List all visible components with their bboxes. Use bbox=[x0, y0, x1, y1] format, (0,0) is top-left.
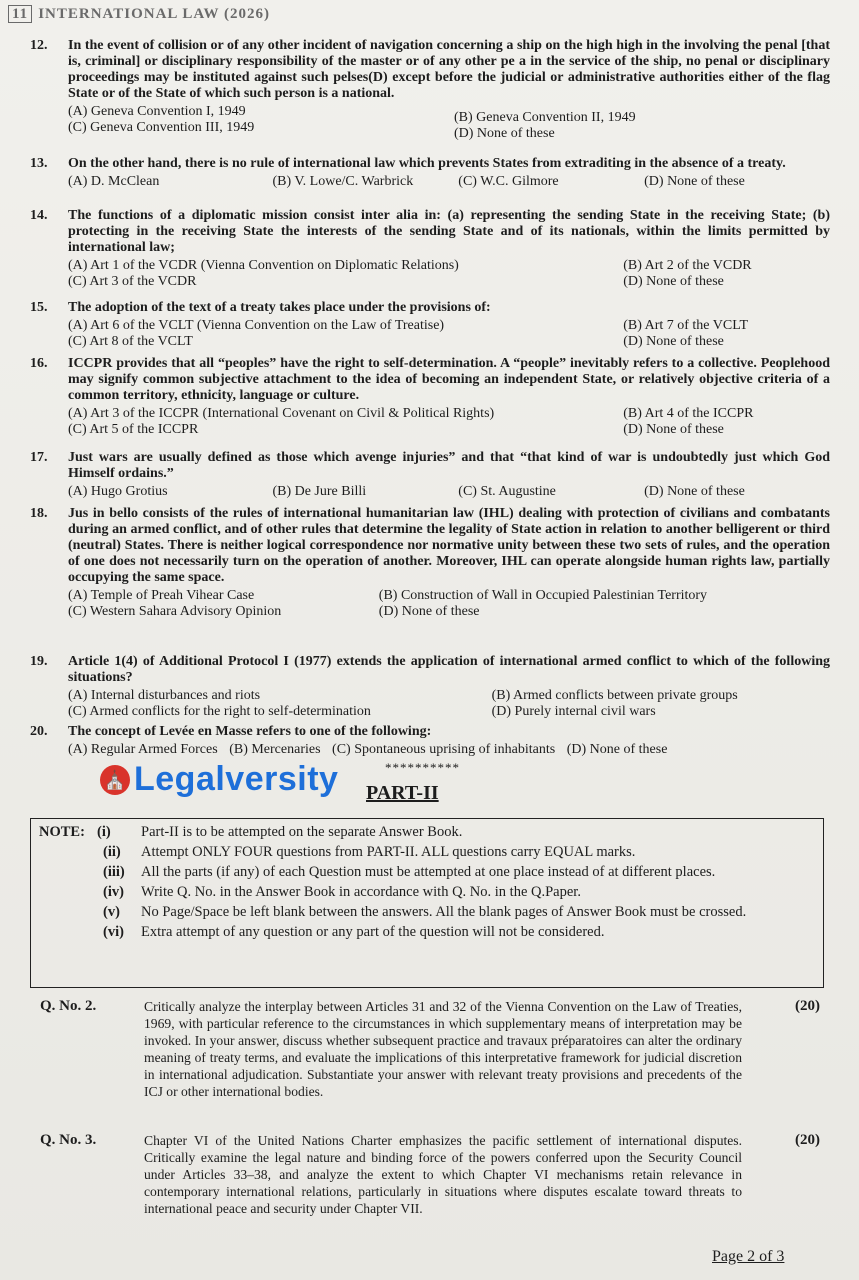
long-question-2 bbox=[40, 998, 820, 1100]
note-text: Write Q. No. in the Answer Book in accordance with Q. No. in the Q.Paper. bbox=[141, 884, 581, 900]
option-d: (D) None of these bbox=[623, 422, 724, 437]
bank-icon: ⛪ bbox=[100, 765, 130, 795]
option-a: (A) Hugo Grotius bbox=[68, 484, 168, 499]
option-b: (B) Art 4 of the ICCPR bbox=[623, 406, 754, 421]
option-c: (C) St. Augustine bbox=[458, 484, 556, 499]
mcq-18 bbox=[30, 506, 830, 620]
option-b: (B) Construction of Wall in Occupied Palestinian Territory bbox=[378, 588, 708, 603]
question-stem: The functions of a diplomatic mission consist inter alia in: (a) representing the sending State in the receiving State; (b) protecting in the receiving State the interests of the sending State and of its nationals, within the limits permitted by international law; bbox=[68, 208, 830, 255]
option-a: (A) Internal disturbances and riots bbox=[68, 688, 261, 703]
logo-text: Legalversity bbox=[134, 760, 339, 798]
mcq-16 bbox=[30, 356, 830, 438]
option-d: (D) None of these bbox=[566, 742, 668, 757]
option-a: (A) Art 3 of the ICCPR (International Covenant on Civil & Political Rights) bbox=[68, 406, 495, 421]
question-stem: Jus in bello consists of the rules of international humanitarian law (IHL) dealing with protection of civilians and combatants during an armed conflict, and of other rules that determine the legality of State action in relation to another belligerent or third (neutral) States. There is neither logical correspondence nor normative unity between these two sets of rules, and the operation of one does not necessarily turn on the operation of another. Moreover, IHL can operate alongside human rights law, partially occupying the same space. bbox=[68, 506, 830, 585]
option-b: (B) De Jure Billi bbox=[272, 484, 367, 499]
question-number: 14. bbox=[30, 208, 48, 223]
note-number: (i) bbox=[97, 824, 111, 840]
note-number: (iv) bbox=[103, 884, 124, 900]
note-number: (vi) bbox=[103, 924, 124, 940]
question-stem: Just wars are usually defined as those which avenge injuries” and that “that kind of war is undoubtedly just which God Himself ordains.” bbox=[68, 450, 830, 481]
note-number: (ii) bbox=[103, 844, 121, 860]
option-b: (B) Mercenaries bbox=[229, 742, 321, 757]
note-number: (v) bbox=[103, 904, 120, 920]
question-stem: On the other hand, there is no rule of international law which prevents States from extraditing in the absence of a treaty. bbox=[68, 156, 786, 171]
question-number: Q. No. 2. bbox=[40, 998, 97, 1014]
legalversity-logo bbox=[100, 760, 338, 799]
option-a: (A) Art 1 of the VCDR (Vienna Convention on Diplomatic Relations) bbox=[68, 258, 459, 273]
option-c: (C) Geneva Convention III, 1949 bbox=[68, 120, 255, 135]
exam-title: INTERNATIONAL LAW (2026) bbox=[38, 6, 270, 22]
question-stem: ICCPR provides that all “peoples” have the right to self-determination. A “people” inevitably refers to a collective. Peoplehood may signify common subjective attachment to the idea of becoming an independent State, or relatively objective criteria of a common territory, ethnicity, language or culture. bbox=[68, 356, 830, 403]
question-text: Critically analyze the interplay between Articles 31 and 32 of the Vienna Convention on the Law of Treaties, 1969, with particular reference to the circumstances in which supplementary means of interpretation may be invoked. In your answer, discuss whether subsequent practice and travaux préparatoires can alter the ordinary meaning of treaty terms, and evaluate the implications of this interpretative framework for judicial discretion in international adjudication. Substantiate your answer with relevant treaty provisions and precedents of the ICJ or other international bodies. bbox=[144, 999, 742, 1099]
mcq-19 bbox=[30, 654, 830, 720]
question-number: 12. bbox=[30, 38, 48, 53]
note-number: (iii) bbox=[103, 864, 125, 880]
option-c: (C) Art 5 of the ICCPR bbox=[68, 422, 199, 437]
option-c: (C) W.C. Gilmore bbox=[458, 174, 559, 189]
option-a: (A) Temple of Preah Vihear Case bbox=[68, 588, 255, 603]
question-number: 16. bbox=[30, 356, 48, 371]
option-b: (B) V. Lowe/C. Warbrick bbox=[272, 174, 414, 189]
question-number: 13. bbox=[30, 156, 48, 171]
mcq-12 bbox=[30, 38, 830, 142]
question-text: Chapter VI of the United Nations Charter emphasizes the pacific settlement of international disputes. Critically examine the legal nature and binding force of the powers conferred upon the Security Council under Articles 33–38, and analyze the extent to which Chapter VI mechanisms retain relevance in contemporary international relations, particularly in situations where disputes escalate toward threats to international peace and security under Chapter VII. bbox=[144, 1133, 742, 1216]
note-item bbox=[39, 923, 815, 941]
mcq-14 bbox=[30, 208, 830, 290]
long-question-3 bbox=[40, 1132, 820, 1217]
option-d: (D) None of these bbox=[623, 334, 724, 349]
note-text: All the parts (if any) of each Question must be attempted at one place instead of at different places. bbox=[141, 864, 716, 880]
mcq-13 bbox=[30, 156, 830, 190]
note-item bbox=[39, 823, 815, 841]
question-number: 15. bbox=[30, 300, 48, 315]
note-text: No Page/Space be left blank between the answers. All the blank pages of Answer Book must be crossed. bbox=[141, 904, 747, 920]
question-stem: Article 1(4) of Additional Protocol I (1977) extends the application of international armed conflict to which of the following situations? bbox=[68, 654, 830, 685]
page-header bbox=[8, 6, 270, 23]
question-stem: In the event of collision or of any other incident of navigation concerning a ship on the high high in the involving the penal [that is, criminal] or disciplinary responsibility of the master or of any other pe a in the service of the ship, no penal or disciplinary proceedings may be instituted against such pelses(D) except before the judicial or administrative authorities either of the flag State or of the State of which such person is a national. bbox=[68, 38, 830, 101]
question-number: 19. bbox=[30, 654, 48, 669]
note-text: Attempt ONLY FOUR questions from PART-II. ALL questions carry EQUAL marks. bbox=[141, 844, 636, 860]
mcq-15 bbox=[30, 300, 830, 350]
note-text: Extra attempt of any question or any part of the question will not be considered. bbox=[141, 924, 605, 940]
question-marks: (20) bbox=[795, 998, 820, 1014]
separator-stars: ********** bbox=[385, 760, 460, 775]
note-item bbox=[39, 903, 815, 921]
option-a: (A) Geneva Convention I, 1949 bbox=[68, 104, 246, 119]
question-stem: The concept of Levée en Masse refers to one of the following: bbox=[68, 724, 432, 739]
option-d: (D) None of these bbox=[623, 274, 724, 289]
option-d: (D) Purely internal civil wars bbox=[491, 704, 656, 719]
mcq-17 bbox=[30, 450, 830, 500]
question-number: 18. bbox=[30, 506, 48, 521]
note-label: NOTE: bbox=[39, 824, 85, 840]
option-c: (C) Spontaneous uprising of inhabitants bbox=[332, 742, 556, 757]
note-item bbox=[39, 863, 815, 881]
option-b: (B) Art 7 of the VCLT bbox=[623, 318, 749, 333]
option-c: (C) Western Sahara Advisory Opinion bbox=[68, 604, 282, 619]
option-b: (B) Art 2 of the VCDR bbox=[623, 258, 752, 273]
option-a: (A) Art 6 of the VCLT (Vienna Convention on the Law of Treatise) bbox=[68, 318, 445, 333]
option-c: (C) Armed conflicts for the right to self-determination bbox=[68, 704, 371, 719]
note-box bbox=[30, 818, 824, 988]
option-d: (D) None of these bbox=[378, 604, 480, 619]
option-a: (A) Regular Armed Forces bbox=[68, 742, 218, 757]
question-number: 17. bbox=[30, 450, 48, 465]
question-number: 20. bbox=[30, 724, 48, 739]
option-b: (B) Geneva Convention II, 1949 bbox=[454, 110, 636, 125]
option-d: (D) None of these bbox=[644, 484, 745, 499]
option-c: (C) Art 3 of the VCDR bbox=[68, 274, 197, 289]
note-item bbox=[39, 883, 815, 901]
mcq-20 bbox=[30, 724, 830, 758]
option-d: (D) None of these bbox=[454, 126, 555, 141]
note-text: Part-II is to be attempted on the separate Answer Book. bbox=[141, 824, 463, 840]
option-d: (D) None of these bbox=[644, 174, 745, 189]
note-item bbox=[39, 843, 815, 861]
option-b: (B) Armed conflicts between private groups bbox=[491, 688, 738, 703]
option-c: (C) Art 8 of the VCLT bbox=[68, 334, 193, 349]
question-marks: (20) bbox=[795, 1132, 820, 1148]
question-stem: The adoption of the text of a treaty takes place under the provisions of: bbox=[68, 300, 491, 315]
question-number: Q. No. 3. bbox=[40, 1132, 97, 1148]
part-title: PART-II bbox=[366, 782, 439, 804]
page-footer: Page 2 of 3 bbox=[712, 1248, 785, 1265]
page-box: 11 bbox=[8, 5, 32, 23]
option-a: (A) D. McClean bbox=[68, 174, 160, 189]
